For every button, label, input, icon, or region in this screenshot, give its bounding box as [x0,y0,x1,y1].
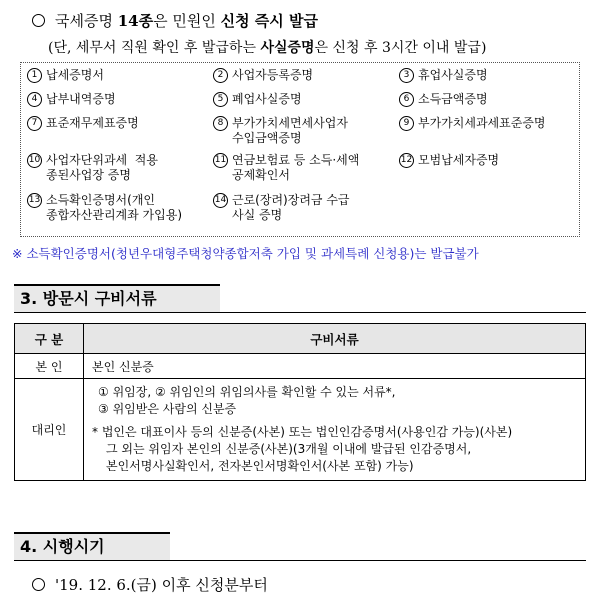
certificate-item [213,153,359,183]
certificate-label: 근로(장려)장려금 수급 사실 증명 [232,193,350,222]
item-number-badge: 2 [213,68,228,83]
table-row [15,379,586,481]
item-number-badge: 1 [27,68,42,83]
certificate-item [213,116,348,146]
certificate-item [399,116,546,131]
intro-line-1: 국세증명 14종은 민원인 신청 즉시 발급 [32,10,318,31]
certificate-item [213,193,350,223]
item-number-badge: 5 [213,92,228,107]
certificate-item [399,92,488,107]
certificate-label: 소득확인증명서(개인 종합자산관리계좌 가입용) [46,193,183,222]
certificate-label: 연금보험료 등 소득·세액 공제확인서 [232,153,360,182]
row-self-label: 본 인 [15,354,84,379]
item-number-badge: 13 [27,193,42,208]
certificate-label: 납부내역증명 [46,92,116,106]
certificate-label: 모범납세자증명 [418,153,500,167]
certificate-item [399,68,488,83]
ineligible-note: ※ 소득확인증명서(청년우대형주택청약종합저축 가입 및 과세특례 신청용)는 발급불가 [12,246,479,261]
certificate-item [27,193,182,223]
certificate-item [399,153,499,168]
certificate-label: 소득금액증명 [418,92,488,106]
certificate-label: 표준재무제표증명 [46,116,139,130]
certificate-list-box [20,62,580,237]
bullet-circle-icon [32,14,45,27]
certificate-label: 부가가치세면세사업자 수입금액증명 [232,116,348,145]
section-3-title: 3. 방문시 구비서류 [14,284,220,312]
certificate-item [27,92,116,107]
table-header-row [15,324,586,354]
item-number-badge: 3 [399,68,414,83]
item-number-badge: 8 [213,116,228,131]
table-row [15,354,586,379]
row-agent-value: ① 위임장, ② 위임인의 위임의사를 확인할 수 있는 서류*, ③ 위임받은 사람의 신분증 * 법인은 대표이사 등의 신분증(사본) 또는 법인인감증명서(사용인감 가능)(사본) 그 외는 위임자 본인의 신분증(사본)(3개월 이내에 발급된 인감증명서, 본인서명사실확인서, 전자본인서명확인서(사본 포함) 가능) [84,379,586,481]
item-number-badge: 11 [213,153,228,168]
item-number-badge: 12 [399,153,414,168]
item-number-badge: 4 [27,92,42,107]
certificate-item [27,153,158,183]
section-4-title: 4. 시행시기 [14,532,170,560]
certificate-item [213,68,313,83]
certificate-label: 사업자등록증명 [232,68,314,82]
item-number-badge: 7 [27,116,42,131]
certificate-item [27,116,139,131]
certificate-item [27,68,104,83]
certificate-label: 부가가치세과세표준증명 [418,116,546,130]
col-category-header: 구 분 [15,324,84,354]
certificate-item [213,92,302,107]
item-number-badge: 9 [399,116,414,131]
section-4-divider [14,560,586,561]
item-number-badge: 14 [213,193,228,208]
item-number-badge: 10 [27,153,42,168]
required-documents-table [14,323,586,481]
bullet-circle-icon [32,578,45,591]
item-number-badge: 6 [399,92,414,107]
row-agent-label: 대리인 [15,379,84,481]
intro-line-2: (단, 세무서 직원 확인 후 발급하는 사실증명은 신청 후 3시간 이내 발급) [48,40,487,56]
certificate-label: 휴업사실증명 [418,68,488,82]
row-self-value: 본인 신분증 [84,354,586,379]
section-3-divider [14,312,586,313]
certificate-label: 납세증명서 [46,68,104,82]
col-docs-header: 구비서류 [84,324,586,354]
certificate-label: 폐업사실증명 [232,92,302,106]
certificate-label: 사업자단위과세 적용 종된사업장 증명 [46,153,158,182]
effective-date-line: '19. 12. 6.(금) 이후 신청분부터 [32,574,268,595]
